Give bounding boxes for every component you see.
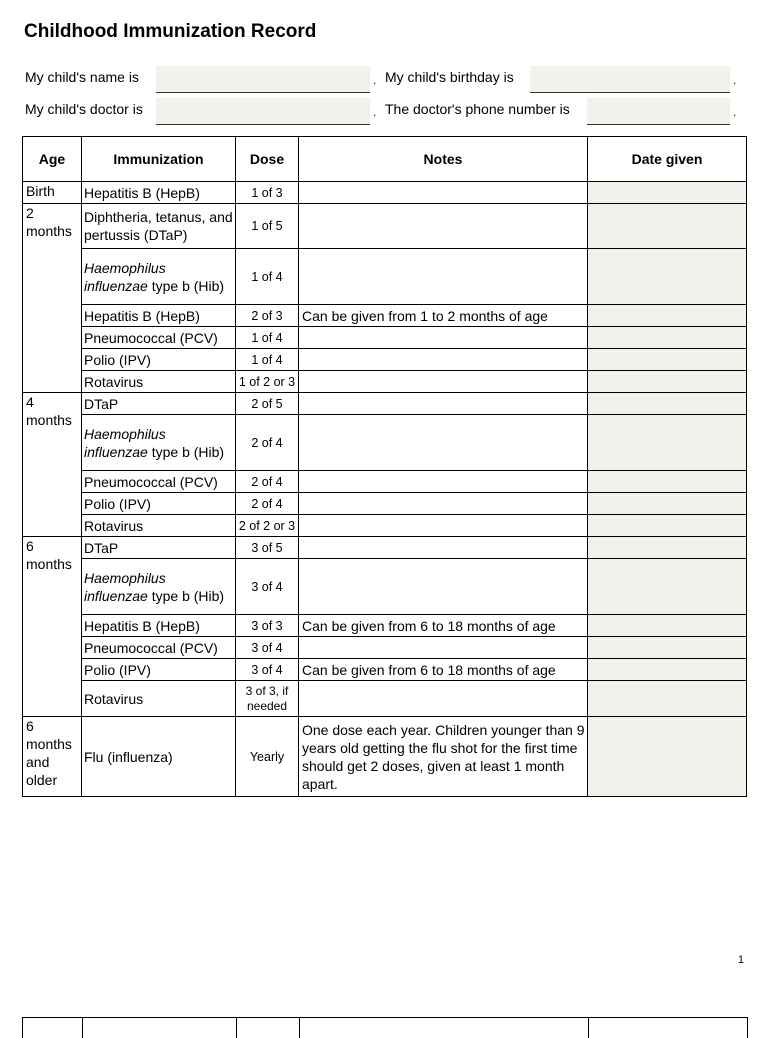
immunization-table xyxy=(22,136,747,797)
notes-cell xyxy=(299,493,588,515)
immunization-cell: Polio (IPV) xyxy=(82,493,236,515)
immunization-italic: Haemophilus influenzae xyxy=(84,259,166,294)
header-immunization: Immunization xyxy=(82,137,236,182)
child-name-field[interactable] xyxy=(156,66,370,93)
notes-cell xyxy=(299,371,588,393)
table-row xyxy=(23,717,747,797)
immunization-rest: type b (Hib) xyxy=(147,443,225,460)
date-given-field[interactable] xyxy=(588,182,747,204)
immunization-cell: Flu (influenza) xyxy=(82,717,236,797)
table-row xyxy=(23,305,747,327)
immunization-rest: type b (Hib) xyxy=(147,277,225,294)
date-given-field[interactable] xyxy=(588,471,747,493)
notes-cell xyxy=(299,249,588,305)
date-given-field[interactable] xyxy=(588,637,747,659)
table-row xyxy=(23,615,747,637)
date-given-field[interactable] xyxy=(588,327,747,349)
table-row xyxy=(23,637,747,659)
immunization-cell: Polio (IPV) xyxy=(82,349,236,371)
doctor-field[interactable] xyxy=(156,98,370,125)
notes-cell xyxy=(299,637,588,659)
immunization-cell xyxy=(82,415,236,471)
dose-cell: 3 of 3 xyxy=(236,615,299,637)
notes-cell: Can be given from 1 to 2 months of age xyxy=(299,305,588,327)
immunization-cell: Pneumococcal (PCV) xyxy=(82,637,236,659)
age-cell: 6 months xyxy=(23,537,82,717)
table-row xyxy=(23,182,747,204)
header-dose: Dose xyxy=(236,137,299,182)
table-row xyxy=(23,249,747,305)
notes-cell xyxy=(299,349,588,371)
column-divider xyxy=(299,1018,300,1038)
dose-cell: 3 of 5 xyxy=(236,537,299,559)
date-given-field[interactable] xyxy=(588,515,747,537)
date-given-field[interactable] xyxy=(588,371,747,393)
immunization-italic: Haemophilus influenzae xyxy=(84,425,166,460)
immunization-italic: Haemophilus influenzae xyxy=(84,569,166,604)
date-given-field[interactable] xyxy=(588,559,747,615)
table-row xyxy=(23,327,747,349)
period: . xyxy=(733,105,737,119)
table-row xyxy=(23,393,747,415)
column-divider xyxy=(82,1018,83,1038)
date-given-field[interactable] xyxy=(588,717,747,797)
doctor-phone-field[interactable] xyxy=(587,98,730,125)
notes-cell xyxy=(299,204,588,249)
notes-cell xyxy=(299,515,588,537)
dose-cell: 2 of 4 xyxy=(236,493,299,515)
doctor-phone-label: The doctor's phone number is xyxy=(385,101,570,117)
age-cell: Birth xyxy=(23,182,82,204)
immunization-cell: Rotavirus xyxy=(82,371,236,393)
table-row xyxy=(23,471,747,493)
table-header-row xyxy=(23,137,747,182)
date-given-field[interactable] xyxy=(588,681,747,717)
date-given-field[interactable] xyxy=(588,393,747,415)
immunization-cell: DTaP xyxy=(82,393,236,415)
table-row xyxy=(23,537,747,559)
period: . xyxy=(733,73,737,87)
notes-cell xyxy=(299,537,588,559)
immunization-cell: Rotavirus xyxy=(82,681,236,717)
field-row-doctor-phone xyxy=(25,98,745,126)
date-given-field[interactable] xyxy=(588,493,747,515)
notes-cell xyxy=(299,681,588,717)
column-divider xyxy=(588,1018,589,1038)
notes-cell: Can be given from 6 to 18 months of age xyxy=(299,615,588,637)
dose-cell: 2 of 5 xyxy=(236,393,299,415)
dose-cell: 2 of 4 xyxy=(236,415,299,471)
table-row xyxy=(23,559,747,615)
child-birthday-field[interactable] xyxy=(530,66,730,93)
immunization-cell xyxy=(82,559,236,615)
dose-cell: 1 of 5 xyxy=(236,204,299,249)
child-birthday-label: My child's birthday is xyxy=(385,69,514,85)
notes-cell xyxy=(299,559,588,615)
column-divider xyxy=(236,1018,237,1038)
dose-cell: 2 of 2 or 3 xyxy=(236,515,299,537)
dose-cell: 3 of 4 xyxy=(236,559,299,615)
period: . xyxy=(373,73,377,87)
dose-cell: Yearly xyxy=(236,717,299,797)
dose-cell: 1 of 2 or 3 xyxy=(236,371,299,393)
date-given-field[interactable] xyxy=(588,615,747,637)
immunization-cell: DTaP xyxy=(82,537,236,559)
table-row xyxy=(23,681,747,717)
notes-cell xyxy=(299,327,588,349)
header-age: Age xyxy=(23,137,82,182)
dose-cell: 3 of 4 xyxy=(236,637,299,659)
dose-cell: 2 of 3 xyxy=(236,305,299,327)
dose-cell: 2 of 4 xyxy=(236,471,299,493)
date-given-field[interactable] xyxy=(588,305,747,327)
dose-cell: 1 of 4 xyxy=(236,249,299,305)
header-notes: Notes xyxy=(299,137,588,182)
child-name-label: My child's name is xyxy=(25,69,139,85)
immunization-cell: Pneumococcal (PCV) xyxy=(82,471,236,493)
notes-cell xyxy=(299,393,588,415)
table-row xyxy=(23,371,747,393)
notes-cell: One dose each year. Children younger than 9 years old getting the flu shot for the first time should get 2 doses, given at least 1 month apart. xyxy=(299,717,588,797)
period: . xyxy=(373,105,377,119)
age-cell: 6 months and older xyxy=(23,717,82,797)
date-given-field[interactable] xyxy=(588,659,747,681)
table-row xyxy=(23,204,747,249)
immunization-cell: Hepatitis B (HepB) xyxy=(82,305,236,327)
header-date-given: Date given xyxy=(588,137,747,182)
dose-cell: 3 of 3, if needed xyxy=(236,681,299,717)
immunization-rest: type b (Hib) xyxy=(147,587,225,604)
doctor-label: My child's doctor is xyxy=(25,101,143,117)
dose-cell: 1 of 4 xyxy=(236,327,299,349)
notes-cell xyxy=(299,415,588,471)
field-row-name-birthday xyxy=(25,66,745,94)
table-row xyxy=(23,493,747,515)
notes-cell xyxy=(299,471,588,493)
immunization-cell: Diphtheria, tetanus, and pertussis (DTaP) xyxy=(82,204,236,249)
age-cell: 4 months xyxy=(23,393,82,537)
table-row xyxy=(23,659,747,681)
immunization-cell xyxy=(82,249,236,305)
date-given-field[interactable] xyxy=(588,204,747,249)
page-title: Childhood Immunization Record xyxy=(24,21,317,42)
dose-cell: 1 of 3 xyxy=(236,182,299,204)
next-page-table-edge xyxy=(22,1017,748,1038)
notes-cell: Can be given from 6 to 18 months of age xyxy=(299,659,588,681)
page-number: 1 xyxy=(737,954,744,966)
date-given-field[interactable] xyxy=(588,537,747,559)
date-given-field[interactable] xyxy=(588,349,747,371)
age-cell: 2 months xyxy=(23,204,82,393)
immunization-cell: Hepatitis B (HepB) xyxy=(82,182,236,204)
date-given-field[interactable] xyxy=(588,415,747,471)
table-row xyxy=(23,515,747,537)
date-given-field[interactable] xyxy=(588,249,747,305)
immunization-cell: Polio (IPV) xyxy=(82,659,236,681)
immunization-cell: Rotavirus xyxy=(82,515,236,537)
table-row xyxy=(23,349,747,371)
immunization-cell: Pneumococcal (PCV) xyxy=(82,327,236,349)
table-row xyxy=(23,415,747,471)
immunization-cell: Hepatitis B (HepB) xyxy=(82,615,236,637)
notes-cell xyxy=(299,182,588,204)
dose-cell: 3 of 4 xyxy=(236,659,299,681)
dose-cell: 1 of 4 xyxy=(236,349,299,371)
